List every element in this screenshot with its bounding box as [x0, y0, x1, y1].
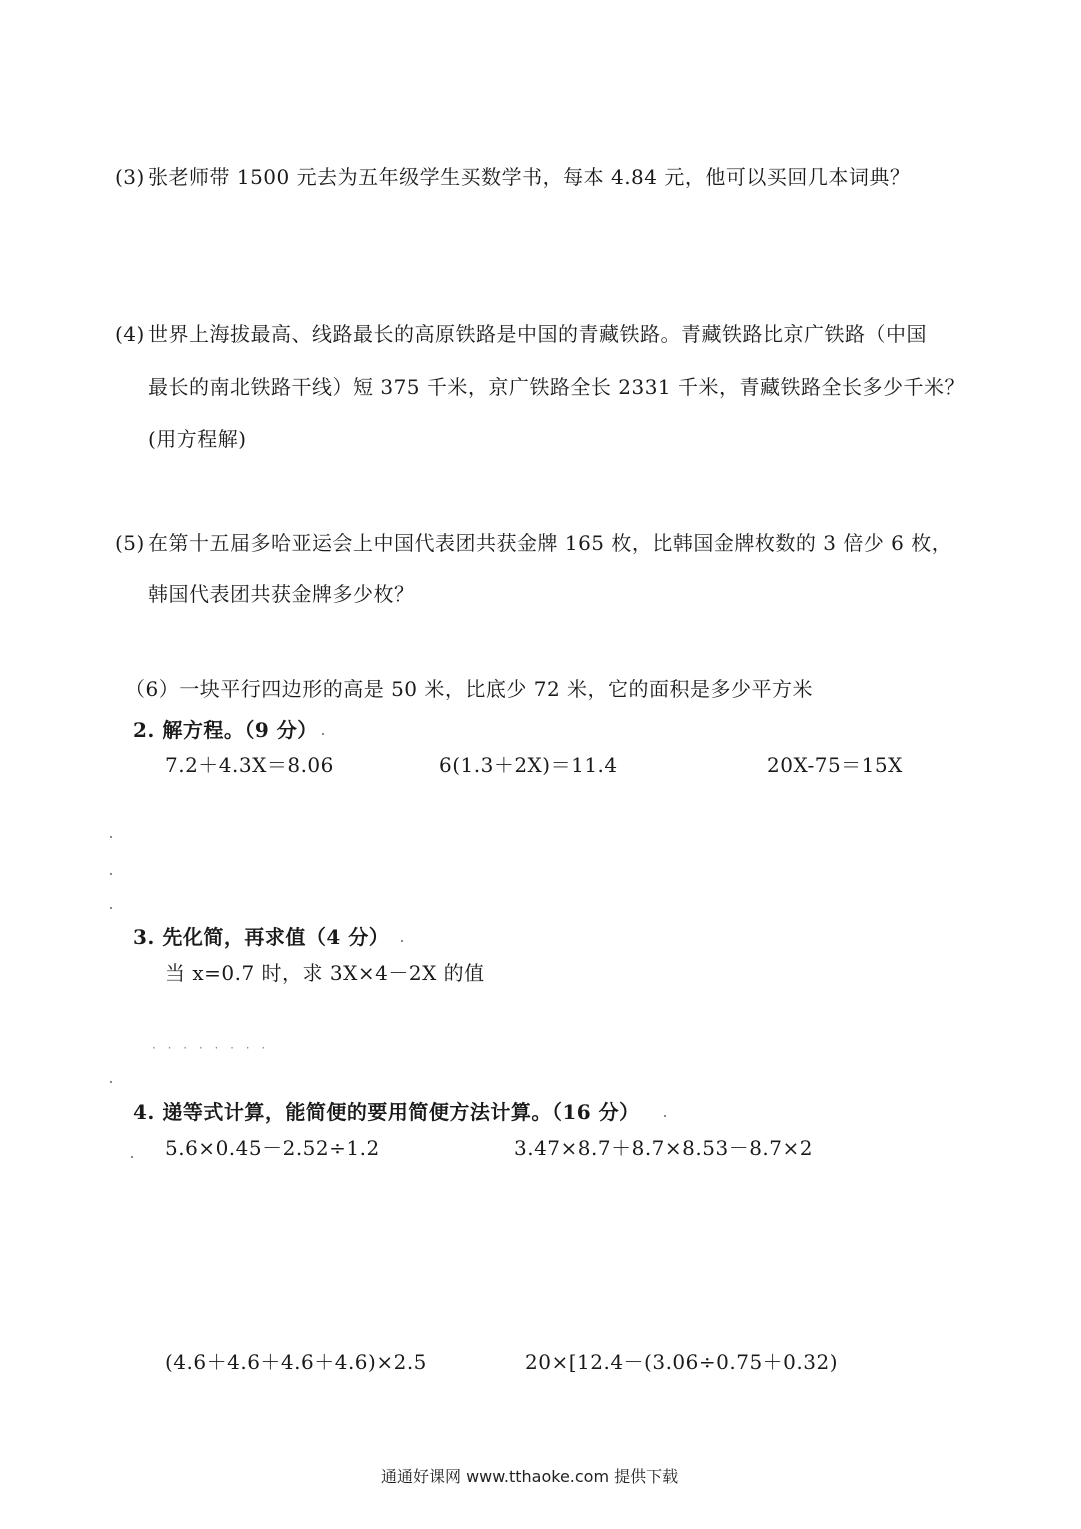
equation-2: 6(1.3＋2X)＝11.4 [439, 753, 618, 777]
section-3-text: 当 x=0.7 时，求 3X×4－2X 的值 [165, 961, 485, 985]
problem-3-label: (3) [115, 165, 145, 189]
problem-5-line-2: 韩国代表团共获金牌多少枚？ [148, 582, 415, 606]
mark-dot [322, 733, 324, 735]
section-4-title: 4. 递等式计算，能简便的要用简便方法计算。（16 分） [133, 1100, 640, 1124]
problem-6-text: （6）一块平行四边形的高是 50 米，比底少 72 米，它的面积是多少平方米 [125, 677, 814, 701]
mark-dot [110, 1081, 112, 1083]
section-3-title: 3. 先化简，再求值（4 分） [133, 925, 390, 949]
problem-5-label: (5) [115, 531, 145, 555]
footer-text: 通通好课网 www.tthaoke.com 提供下载 [381, 1467, 679, 1486]
problem-4-line-1: 世界上海拔最高、线路最长的高原铁路是中国的青藏铁路。青藏铁路比京广铁路（中国 [148, 322, 927, 346]
expression-3: (4.6＋4.6＋4.6＋4.6)×2.5 [165, 1350, 427, 1374]
problem-4-line-3: (用方程解) [148, 427, 247, 451]
mark-dot [110, 836, 112, 838]
problem-5-line-1: 在第十五届多哈亚运会上中国代表团共获金牌 165 枚，比韩国金牌枚数的 3 倍少 6 枚， [148, 531, 953, 555]
expression-1: 5.6×0.45－2.52÷1.2 [165, 1136, 380, 1160]
expression-4: 20×[12.4－(3.06÷0.75＋0.32) [525, 1350, 838, 1374]
problem-3-text: 张老师带 1500 元去为五年级学生买数学书，每本 4.84 元，他可以买回几本词典？ [148, 165, 911, 189]
section-2-title: 2. 解方程。（9 分） [133, 718, 318, 742]
mark-dot [131, 1156, 133, 1158]
equation-3: 20X-75＝15X [767, 753, 903, 777]
mark-dot [110, 873, 112, 875]
problem-4-label: (4) [115, 322, 145, 346]
problem-4-line-2: 最长的南北铁路干线）短 375 千米，京广铁路全长 2331 千米，青藏铁路全长多少千米？ [148, 375, 966, 399]
mark-dot [664, 1115, 666, 1117]
mark-dot [401, 940, 403, 942]
expression-2: 3.47×8.7＋8.7×8.53－8.7×2 [514, 1136, 813, 1160]
dotted-mark: · · · · · · · · [152, 1041, 270, 1055]
equation-1: 7.2＋4.3X＝8.06 [165, 753, 334, 777]
mark-dot [110, 907, 112, 909]
